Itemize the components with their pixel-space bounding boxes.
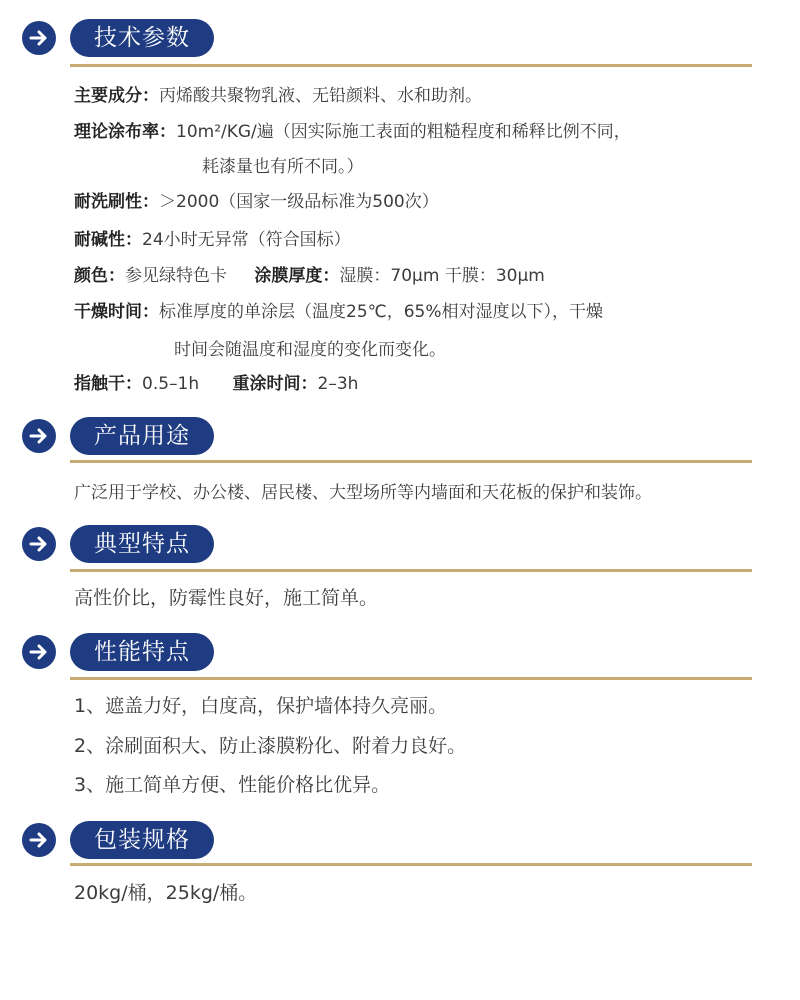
spec-coverage-cont [202,156,364,178]
spec-label: 主要成分： [74,86,159,106]
divider [70,64,752,67]
spec-value: 24小时无异常（符合国标） [142,230,351,250]
spec-value: 标准厚度的单涂层（温度25℃，65%相对湿度以下），干燥 [159,302,604,322]
section-title: 技术参数 [70,19,214,57]
spec-label: 耐洗刷性： [74,192,159,212]
divider [70,460,752,463]
spec-label: 干燥时间： [74,302,159,322]
spec-alkali [74,229,351,251]
spec-dry-cont [174,339,446,361]
spec-value: 2–3h [317,374,359,394]
spec-scrub [74,191,439,213]
spec-label: 指触干： [74,374,142,394]
divider [70,569,752,572]
arrow-right-circle-icon [22,21,56,55]
spec-value: ＞2000（国家一级品标准为500次） [159,192,439,212]
arrow-right-circle-icon [22,527,56,561]
section-title: 性能特点 [70,633,214,671]
spec-label: 颜色： [74,266,125,286]
spec-main [74,85,482,107]
section-title: 产品用途 [70,417,214,455]
section-title: 典型特点 [70,525,214,563]
spec-touch-recoat [74,373,358,395]
spec-color-thickness [74,265,545,287]
spec-value: 10m²/KG/遍（因实际施工表面的粗糙程度和稀释比例不同， [176,122,631,142]
spec-value: 时间会随温度和湿度的变化而变化。 [174,340,446,360]
list-item: 1、遮盖力好，白度高，保护墙体持久亮丽。 [74,695,448,717]
spec-value: 0.5–1h [142,374,200,394]
arrow-right-circle-icon [22,419,56,453]
usage-text: 广泛用于学校、办公楼、居民楼、大型场所等内墙面和天花板的保护和装饰。 [74,483,652,503]
spec-value: 参见绿特色卡 [125,266,227,286]
spec-value: 耗漆量也有所不同。） [202,157,364,177]
spec-value: 丙烯酸共聚物乳液、无铅颜料、水和助剂。 [159,86,482,106]
divider [70,677,752,680]
spec-label: 涂膜厚度： [254,266,340,286]
features-text: 高性价比，防霉性良好，施工简单。 [74,587,379,609]
section-title: 包装规格 [70,821,214,859]
arrow-right-circle-icon [22,823,56,857]
list-item: 2、涂刷面积大、防止漆膜粉化、附着力良好。 [74,735,467,757]
arrow-right-circle-icon [22,635,56,669]
spec-dry [74,301,603,323]
divider [70,863,752,866]
spec-label: 理论涂布率： [74,122,176,142]
list-item: 3、施工简单方便、性能价格比优异。 [74,774,391,796]
spec-label: 重涂时间： [232,374,318,394]
spec-value: 湿膜：70μm 干膜：30μm [339,266,545,286]
spec-label: 耐碱性： [74,230,142,250]
spec-coverage [74,121,631,143]
packaging-text: 20kg/桶，25kg/桶。 [74,882,258,904]
